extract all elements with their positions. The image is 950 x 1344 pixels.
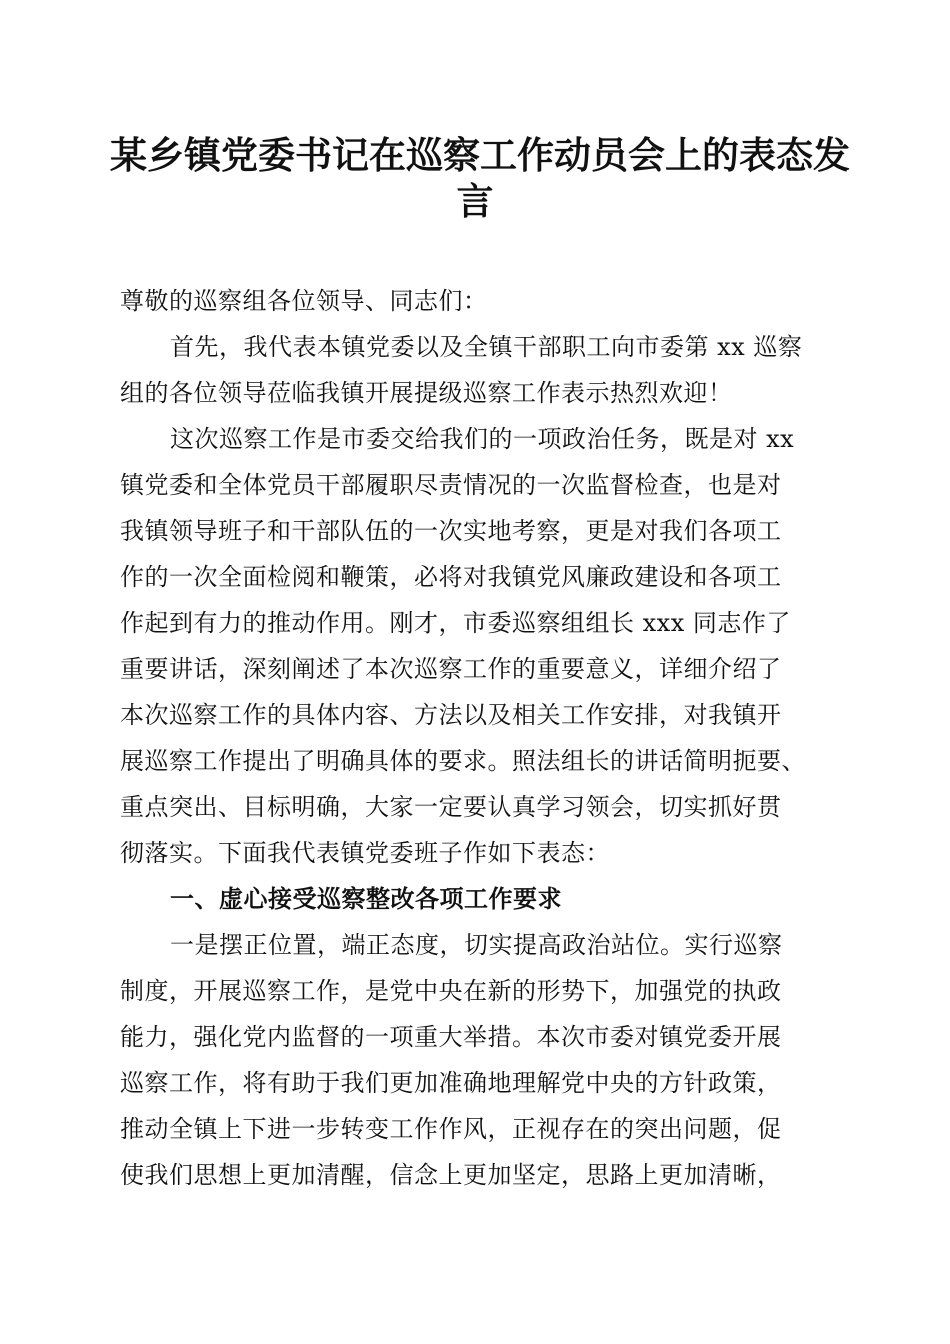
paragraph-line: 我镇领导班子和干部队伍的一次实地考察，更是对我们各项工	[120, 517, 782, 545]
paragraph-line: 重要讲话，深刻阐述了本次巡察工作的重要意义，详细介绍了	[120, 655, 782, 683]
salutation: 尊敬的巡察组各位领导、同志们：	[120, 287, 488, 315]
paragraph-line: 作的一次全面检阅和鞭策，必将对我镇党风廉政建设和各项工	[120, 563, 782, 591]
paragraph-line: 首先，我代表本镇党委以及全镇干部职工向市委第 xx 巡察	[170, 333, 803, 361]
title-line: 某乡镇党委书记在巡察工作动员会上的表态发	[110, 133, 850, 177]
paragraph-line: 本次巡察工作的具体内容、方法以及相关工作安排，对我镇开	[120, 701, 782, 729]
paragraph-line: 推动全镇上下进一步转变工作作风，正视存在的突出问题，促	[120, 1115, 782, 1143]
paragraph-line: 组的各位领导莅临我镇开展提级巡察工作表示热烈欢迎！	[120, 379, 733, 407]
paragraph-line: 一是摆正位置，端正态度，切实提高政治站位。实行巡察	[170, 931, 783, 959]
paragraph-line: 制度，开展巡察工作，是党中央在新的形势下，加强党的执政	[120, 977, 782, 1005]
paragraph-line: 展巡察工作提出了明确具体的要求。照法组长的讲话简明扼要、	[120, 747, 806, 775]
paragraph-line: 这次巡察工作是市委交给我们的一项政治任务，既是对 xx	[170, 425, 795, 453]
section-heading: 一、虚心接受巡察整改各项工作要求	[170, 885, 562, 913]
paragraph-line: 重点突出、目标明确，大家一定要认真学习领会，切实抓好贯	[120, 793, 782, 821]
paragraph-line: 巡察工作，将有助于我们更加准确地理解党中央的方针政策，	[120, 1069, 782, 1097]
paragraph-line: 彻落实。下面我代表镇党委班子作如下表态：	[120, 839, 610, 867]
paragraph-line: 使我们思想上更加清醒，信念上更加坚定，思路上更加清晰，	[120, 1161, 782, 1189]
title-line: 言	[456, 179, 494, 223]
paragraph-line: 能力，强化党内监督的一项重大举措。本次市委对镇党委开展	[120, 1023, 782, 1051]
document-body	[120, 278, 840, 1198]
document-title	[110, 132, 850, 224]
paragraph-line: 作起到有力的推动作用。刚才，市委巡察组组长 xxx 同志作了	[120, 609, 791, 637]
paragraph-line: 镇党委和全体党员干部履职尽责情况的一次监督检查，也是对	[120, 471, 782, 499]
